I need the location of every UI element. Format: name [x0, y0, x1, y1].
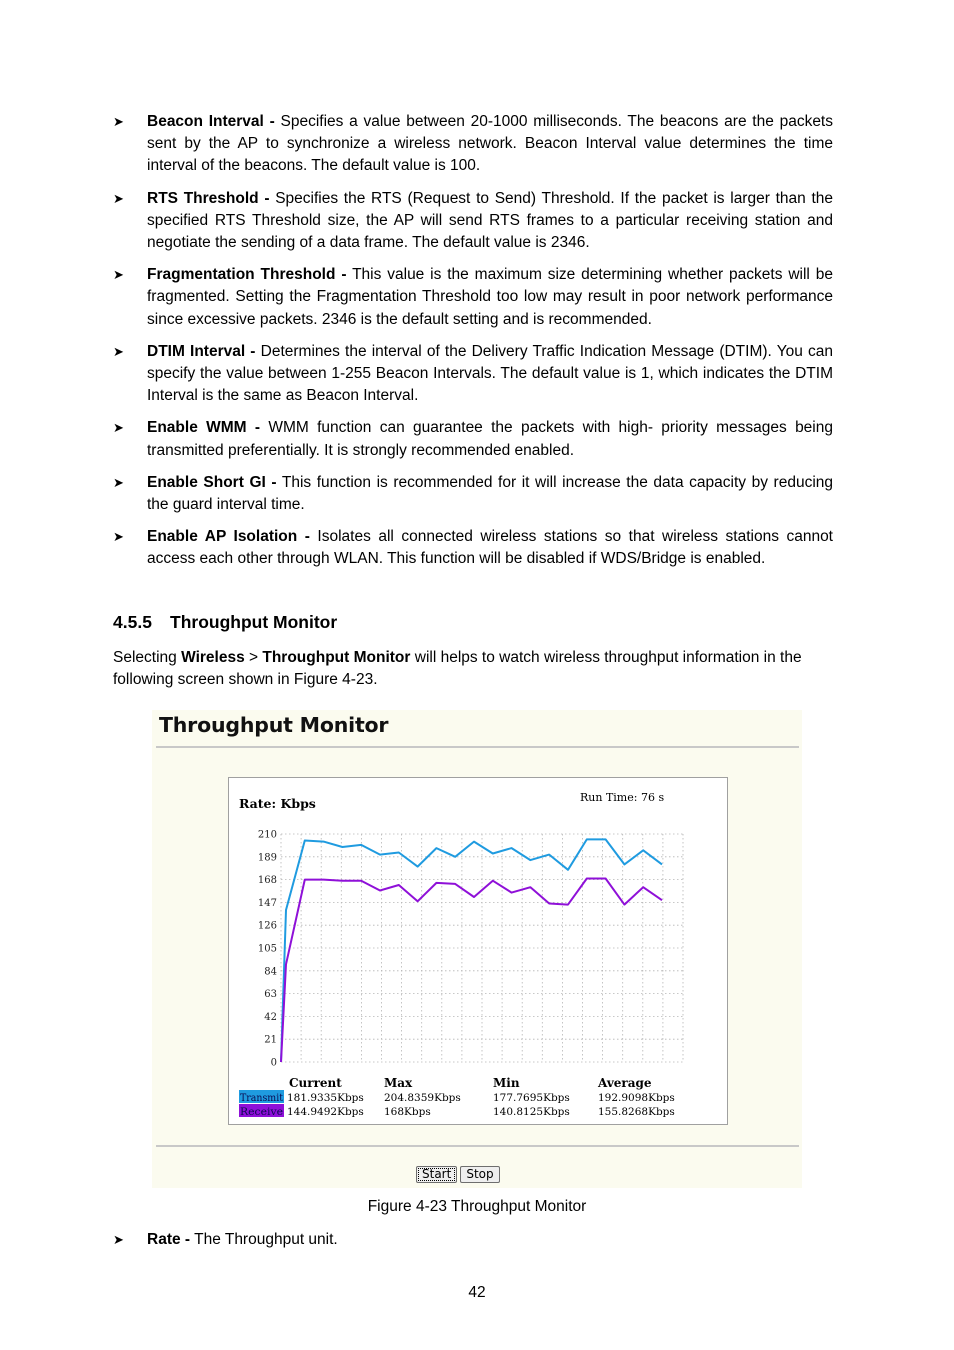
stats-header: Average [598, 1076, 652, 1090]
y-tick-label: 21 [264, 1034, 277, 1046]
stats-value: 181.9335Kbps [287, 1092, 364, 1104]
bullet-term: Fragmentation Threshold - [147, 266, 347, 284]
throughput-graph-panel [228, 777, 728, 1125]
bullet-text: Specifies the RTS (Request to Send) Threshold. If the packet is larger than the specified RTS Threshold size, the AP will send RTS frames to a particular receiving station and negotiate the sending of a data frame. The default value is 2346. [147, 189, 833, 252]
y-tick-label: 105 [257, 943, 277, 955]
bullet-enable-short-gi [113, 472, 833, 516]
screenshot-title: Throughput Monitor [159, 713, 389, 737]
start-button[interactable]: Start [416, 1166, 457, 1183]
throughput-chart [229, 778, 729, 1126]
arrow-bullet-icon: ➤ [113, 529, 124, 545]
bullet-text: Specifies a value between 20-1000 milliseconds. The beacons are the packets sent by the AP to synchronize a wireless network. Beacon Interval value determines the time interval of the beacons. The default value is 100. [147, 113, 833, 175]
page-number: 42 [468, 1284, 486, 1301]
y-tick-label: 189 [257, 852, 277, 864]
stats-value: 140.8125Kbps [493, 1106, 570, 1118]
bullet-rate [113, 1229, 867, 1251]
chart-series [281, 839, 662, 1062]
section-number: 4.5.5 [113, 612, 152, 632]
y-tick-label: 63 [264, 989, 277, 1001]
rate-unit-label: Rate: Kbps [239, 796, 316, 811]
arrow-bullet-icon: ➤ [113, 474, 124, 490]
chart-grid [281, 834, 683, 1062]
top-divider [156, 746, 799, 748]
y-tick-label: 126 [257, 920, 277, 932]
intro-prefix: Selecting [113, 649, 182, 666]
y-tick-label: 42 [264, 1011, 277, 1023]
bottom-divider [156, 1145, 799, 1147]
stats-header: Min [493, 1076, 520, 1090]
bullet-fragmentation-threshold [113, 264, 833, 331]
legend-label: Receive [240, 1106, 283, 1118]
y-tick-label: 84 [264, 966, 277, 978]
y-tick-label: 168 [257, 875, 277, 887]
stats-value: 168Kbps [384, 1106, 431, 1118]
legend-label: Transmit [240, 1092, 284, 1104]
bullet-rts-threshold [113, 188, 833, 255]
section-heading [113, 612, 337, 633]
menu-throughput-monitor: Throughput Monitor [262, 649, 411, 666]
stats-value: 144.9492Kbps [287, 1106, 364, 1118]
bullet-enable-wmm [113, 417, 833, 461]
stats-value: 177.7695Kbps [493, 1092, 570, 1104]
bullet-dtim-interval [113, 341, 833, 408]
figure-caption: Figure 4-23 Throughput Monitor [367, 1198, 587, 1215]
arrow-bullet-icon: ➤ [113, 114, 124, 129]
menu-wireless: Wireless [181, 649, 245, 666]
series-line-receive [281, 879, 662, 1063]
run-time-label: Run Time: 76 s [580, 791, 665, 804]
arrow-bullet-icon: ➤ [113, 420, 124, 436]
series-line-transmit [281, 839, 662, 1062]
arrow-bullet-icon: ➤ [113, 343, 124, 359]
settings-bullet-list [113, 111, 833, 581]
throughput-monitor-screenshot [152, 710, 802, 1188]
arrow-bullet-icon: ➤ [113, 267, 124, 283]
stats-value: 155.8268Kbps [598, 1106, 675, 1118]
bullet-text: Determines the interval of the Delivery Traffic Indication Message (DTIM). You can specify the value between 1-255 Beacon Intervals. The default value is 1, which indicates the DTIM Interval is the same as Beacon Interval. [147, 342, 833, 405]
stats-value: 192.9098Kbps [598, 1092, 675, 1104]
section-title: Throughput Monitor [170, 612, 338, 632]
stats-table [239, 1076, 675, 1118]
y-tick-label: 210 [257, 829, 277, 841]
bullet-term: RTS Threshold - [147, 189, 270, 207]
intro-suffix: will helps to watch wireless throughput information in the following screen shown in Figure 4-23. [113, 649, 802, 689]
bullet-term: Beacon Interval - [147, 113, 275, 130]
intro-paragraph [113, 647, 843, 691]
bullet-enable-ap-isolation [113, 526, 833, 570]
arrow-bullet-icon: ➤ [113, 190, 124, 206]
button-row [416, 1165, 503, 1183]
bullet-text: WMM function can guarantee the packets with high- priority messages being transmitted preferentially. It is strongly recommended enabled. [147, 419, 833, 459]
bullet-term: Enable AP Isolation - [147, 528, 310, 546]
y-tick-label: 147 [257, 897, 277, 909]
bullet-text: This function is recommended for it will increase the data capacity by reducing the guard interval time. [147, 473, 834, 514]
stop-button[interactable]: Stop [460, 1166, 499, 1183]
bullet-text: The Throughput unit. [194, 1231, 338, 1248]
bullet-term: Rate - [147, 1231, 191, 1248]
stats-header: Current [289, 1076, 342, 1090]
stats-value: 204.8359Kbps [384, 1092, 461, 1104]
bullet-text: Isolates all connected wireless stations so that wireless stations cannot access each other through WLAN. This function will be disabled if WDS/Bridge is enabled. [147, 528, 833, 568]
y-tick-label: 0 [270, 1057, 277, 1069]
bullet-beacon-interval [113, 111, 833, 178]
stats-header: Max [384, 1076, 413, 1090]
bullet-text: This value is the maximum size determining whether packets will be fragmented. Setting the Fragmentation Threshold too low may result in poor network performance since excessive packets. 2346 is the default setting and is recommended. [147, 266, 833, 328]
bullet-term: DTIM Interval - [147, 342, 256, 360]
menu-separator: > [244, 649, 263, 666]
arrow-bullet-icon: ➤ [113, 1232, 124, 1247]
bullet-term: Enable Short GI - [147, 473, 277, 491]
bullet-term: Enable WMM - [147, 419, 261, 437]
y-axis-ticks [258, 830, 277, 1069]
